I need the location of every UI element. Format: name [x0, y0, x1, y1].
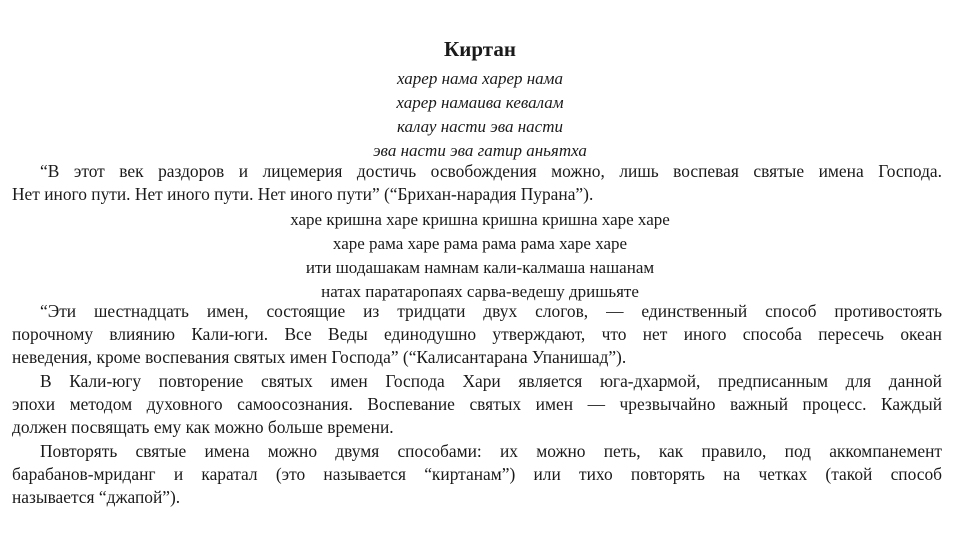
paragraph-line: Повторять святые имена можно двумя способами: их можно петь, как правило, под аккомпанемент — [40, 441, 942, 461]
mantra-verse-2 — [0, 208, 960, 304]
quote-paragraph-1 — [12, 160, 942, 206]
document-title: Киртан — [444, 37, 516, 61]
paragraph-line: Нет иного пути. Нет иного пути. Нет иного пути” (“Брихан-нарадия Пурана”). — [12, 184, 594, 205]
paragraph-line: “Эти шестнадцать имен, состоящие из тридцати двух слогов, — единственный способ противостоять — [40, 301, 942, 321]
paragraph-line: барабанов-мриданг и каратал (это называется “киртанам”) или тихо повторять на четках (такой способ — [12, 464, 942, 485]
paragraph-line: неведения, кроме воспевания святых имен Господа” (“Калисантарана Упанишад”). — [12, 347, 627, 368]
paragraph-line: называется “джапой”). — [12, 487, 181, 508]
body-paragraph-1 — [12, 370, 942, 440]
verse-line: харер намаива кевалам — [396, 93, 564, 112]
verse-line: харе кришна харе кришна кришна кришна харе харе — [290, 210, 670, 229]
mantra-verse-1 — [0, 67, 960, 163]
body-paragraph-2 — [12, 440, 942, 510]
verse-line: натах паратаропаях сарва-ведешу дришьяте — [321, 282, 639, 301]
verse-line: ити шодашакам намнам кали-калмаша нашанам — [305, 258, 655, 277]
verse-line: эва насти эва гатир аньятха — [373, 141, 587, 160]
paragraph-line: должен посвящать ему как можно больше времени. — [12, 417, 394, 438]
verse-line: калау насти эва насти — [397, 117, 563, 136]
quote-paragraph-2 — [12, 300, 942, 370]
paragraph-line: порочному влиянию Кали-юги. Все Веды единодушно утверждают, что нет иного способа пересечь океан — [12, 324, 942, 345]
paragraph-line: “В этот век раздоров и лицемерия достичь освобождения можно, лишь воспевая святые имена Господа. — [40, 161, 942, 181]
paragraph-line: В Кали-югу повторение святых имен Господа Хари является юга-дхармой, предписанным для данной — [40, 371, 942, 391]
verse-line: харе рама харе рама рама рама харе харе — [332, 234, 628, 253]
paragraph-line: эпохи методом духовного самоосознания. Воспевание святых имен — чрезвычайно важный процесс. Каждый — [12, 394, 942, 415]
verse-line: харер нама харер нама — [396, 69, 564, 88]
